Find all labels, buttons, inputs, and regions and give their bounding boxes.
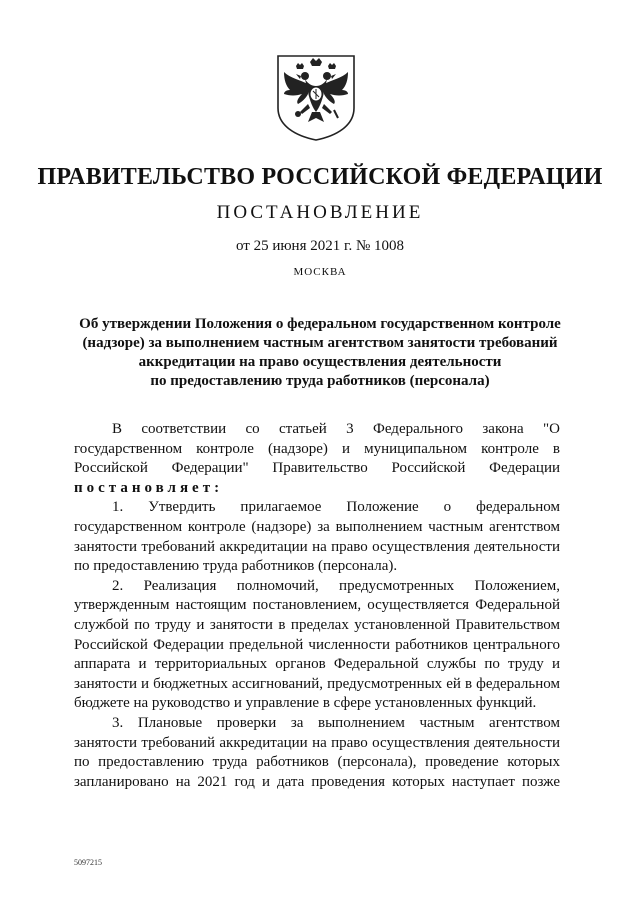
subject-line: аккредитации на право осуществления деятельности (138, 354, 502, 370)
body-paragraph-2: 2. Реализация полномочий, предусмотренных Положением, утвержденным настоящим постановлением, осуществляется Федеральной службой по труду и занятости в пределах установленной Правительством Российской Федерации предельной численности работников центрального аппарата и территориальных органов Федеральной службы по труду и занятости и бюджетных ассигнований, предусмотренных ей в федеральном бюджете на руководство и управление в сфере установленных функций. (74, 577, 560, 712)
document-subject (60, 315, 580, 391)
subject-line: Об утверждении Положения о федеральном государственном контроле (79, 316, 561, 332)
preamble-paragraph: В соответствии со статьей 3 Федерального закона "О государственном контроле (надзоре) и муниципальном контроле в Российской Федерации" Правительство Российской Федерации (74, 421, 560, 477)
subject-line: (надзоре) за выполнением частным агентством занятости требований (82, 335, 558, 351)
government-title: ПРАВИТЕЛЬСТВО РОССИЙСКОЙ ФЕДЕРАЦИИ (37, 164, 603, 190)
footer-document-code: 5097215 (74, 858, 102, 867)
document-type: ПОСТАНОВЛЕНИЕ (216, 202, 424, 223)
body-paragraph-1: 1. Утвердить прилагаемое Положение о федеральном государственном контроле (надзоре) за выполнением частным агентством занятости требований аккредитации на право осуществления деятельности по предоставлению труда работников (персонала). (74, 499, 560, 575)
subject-line: по предоставлению труда работников (персонала) (150, 373, 490, 389)
body-paragraph-3: 3. Плановые проверки за выполнением частным агентством занятости требований аккредитации на право осуществления деятельности по предоставлению труда работников (персонала), проведение которых запланировано на 2021 год и дата проведения которых наступает позже (74, 714, 560, 790)
russian-coat-of-arms-icon (272, 52, 360, 142)
document-date-number: от 25 июня 2021 г. № 1008 (235, 238, 405, 254)
document-body (74, 420, 560, 792)
decree-word: постановляет: (74, 479, 224, 496)
document-city: МОСКВА (293, 266, 347, 278)
